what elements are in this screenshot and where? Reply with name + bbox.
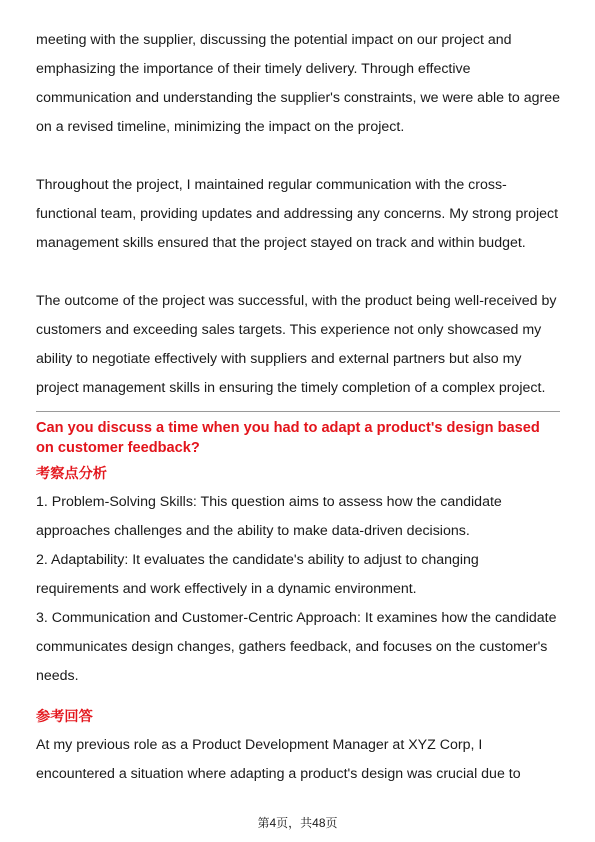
paragraph-spacer <box>36 142 560 171</box>
analysis-item-1: 1. Problem-Solving Skills: This question aims to assess how the candidate approaches challenges and the ability to make data-driven decisions. <box>36 494 502 539</box>
page-number: 第4页，共48页 <box>257 816 338 830</box>
answer-text: At my previous role as a Product Development Manager at XYZ Corp, I encountered a situation where adapting a product's design was crucial due to <box>36 737 521 782</box>
section-spacer <box>36 691 560 705</box>
paragraph-spacer <box>36 258 560 287</box>
body-paragraph-3: The outcome of the project was successful, with the product being well-received by customers and exceeding sales targets. This experience not only showcased my ability to negotiate effectively with suppliers and external partners but also my project management skills in ensuring the timely completion of a complex project. <box>36 293 557 396</box>
answer-heading: 参考回答 <box>36 709 93 725</box>
section-divider <box>36 411 560 412</box>
analysis-heading: 考察点分析 <box>36 466 107 482</box>
document-page <box>36 26 560 789</box>
interview-question: Can you discuss a time when you had to adapt a product's design based on customer feedback? <box>36 420 540 456</box>
analysis-item-3: 3. Communication and Customer-Centric Approach: It examines how the candidate communicates design changes, gathers feedback, and focuses on the customer's needs. <box>36 610 557 684</box>
body-paragraph-2: Throughout the project, I maintained regular communication with the cross-functional team, providing updates and addressing any concerns. My strong project management skills ensured that the project stayed on track and within budget. <box>36 177 559 251</box>
analysis-item-2: 2. Adaptability: It evaluates the candidate's ability to adjust to changing requirements and work effectively in a dynamic environment. <box>36 552 479 597</box>
body-paragraph-1: meeting with the supplier, discussing the potential impact on our project and emphasizing the importance of their timely delivery. Through effective communication and understanding the supplier's constraints, we were able to agree on a revised timeline, minimizing the impact on the project. <box>36 32 561 135</box>
